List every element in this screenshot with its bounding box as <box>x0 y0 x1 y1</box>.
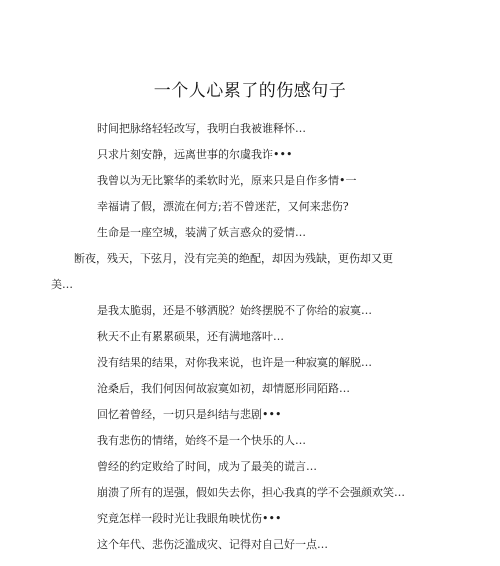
sentence-line: 崩溃了所有的逞强，假如失去你，担心我真的学不会强颜欢笑… <box>97 486 405 499</box>
sentence-line: 沧桑后，我们何因何故寂寞如初，却情愿形同陌路… <box>97 382 350 395</box>
sentence-list <box>51 116 405 558</box>
sentence-line: 没有结果的结果，对你我来说，也许是一种寂寞的解脱… <box>97 356 372 369</box>
sentence-line: 这个年代、悲伤泛滥成灾、记得对自己好一点… <box>97 538 328 551</box>
sentence-line: 是我太脆弱，还是不够洒脱？始终摆脱不了你给的寂寞… <box>97 304 372 317</box>
sentence-line: 我有悲伤的情绪，始终不是一个快乐的人… <box>97 434 306 447</box>
sentence-line: 生命是一座空城，装满了妖言惑众的爱情… <box>97 226 306 239</box>
sentence-line: 秋天不止有累累硕果，还有满地落叶… <box>97 330 284 343</box>
sentence-line: 只求片刻安静，远离世事的尔虞我诈••• <box>97 148 293 161</box>
sentence-line: 幸福请了假，漂流在何方;若不曾迷茫，又何来悲伤? <box>97 200 349 213</box>
sentence-line: 曾经的约定败给了时间，成为了最美的谎言… <box>97 460 317 473</box>
sentence-line: 时间把脉络轻轻改写，我明白我被谁释怀… <box>97 122 306 135</box>
sentence-line: 回忆着曾经，一切只是纠结与悲剧••• <box>97 408 282 421</box>
sentence-line: 我曾以为无比繁华的柔软时光，原来只是自作多情•一 <box>97 174 357 187</box>
sentence-line: 究竟怎样一段时光让我眼角映忧伤••• <box>97 512 282 525</box>
document-title: 一个人心累了的伤感句子 <box>153 81 347 101</box>
sentence-line-wrapped: 断夜，残天，下弦月，没有完美的绝配，却因为残缺，更伤却又更美… <box>51 252 393 291</box>
